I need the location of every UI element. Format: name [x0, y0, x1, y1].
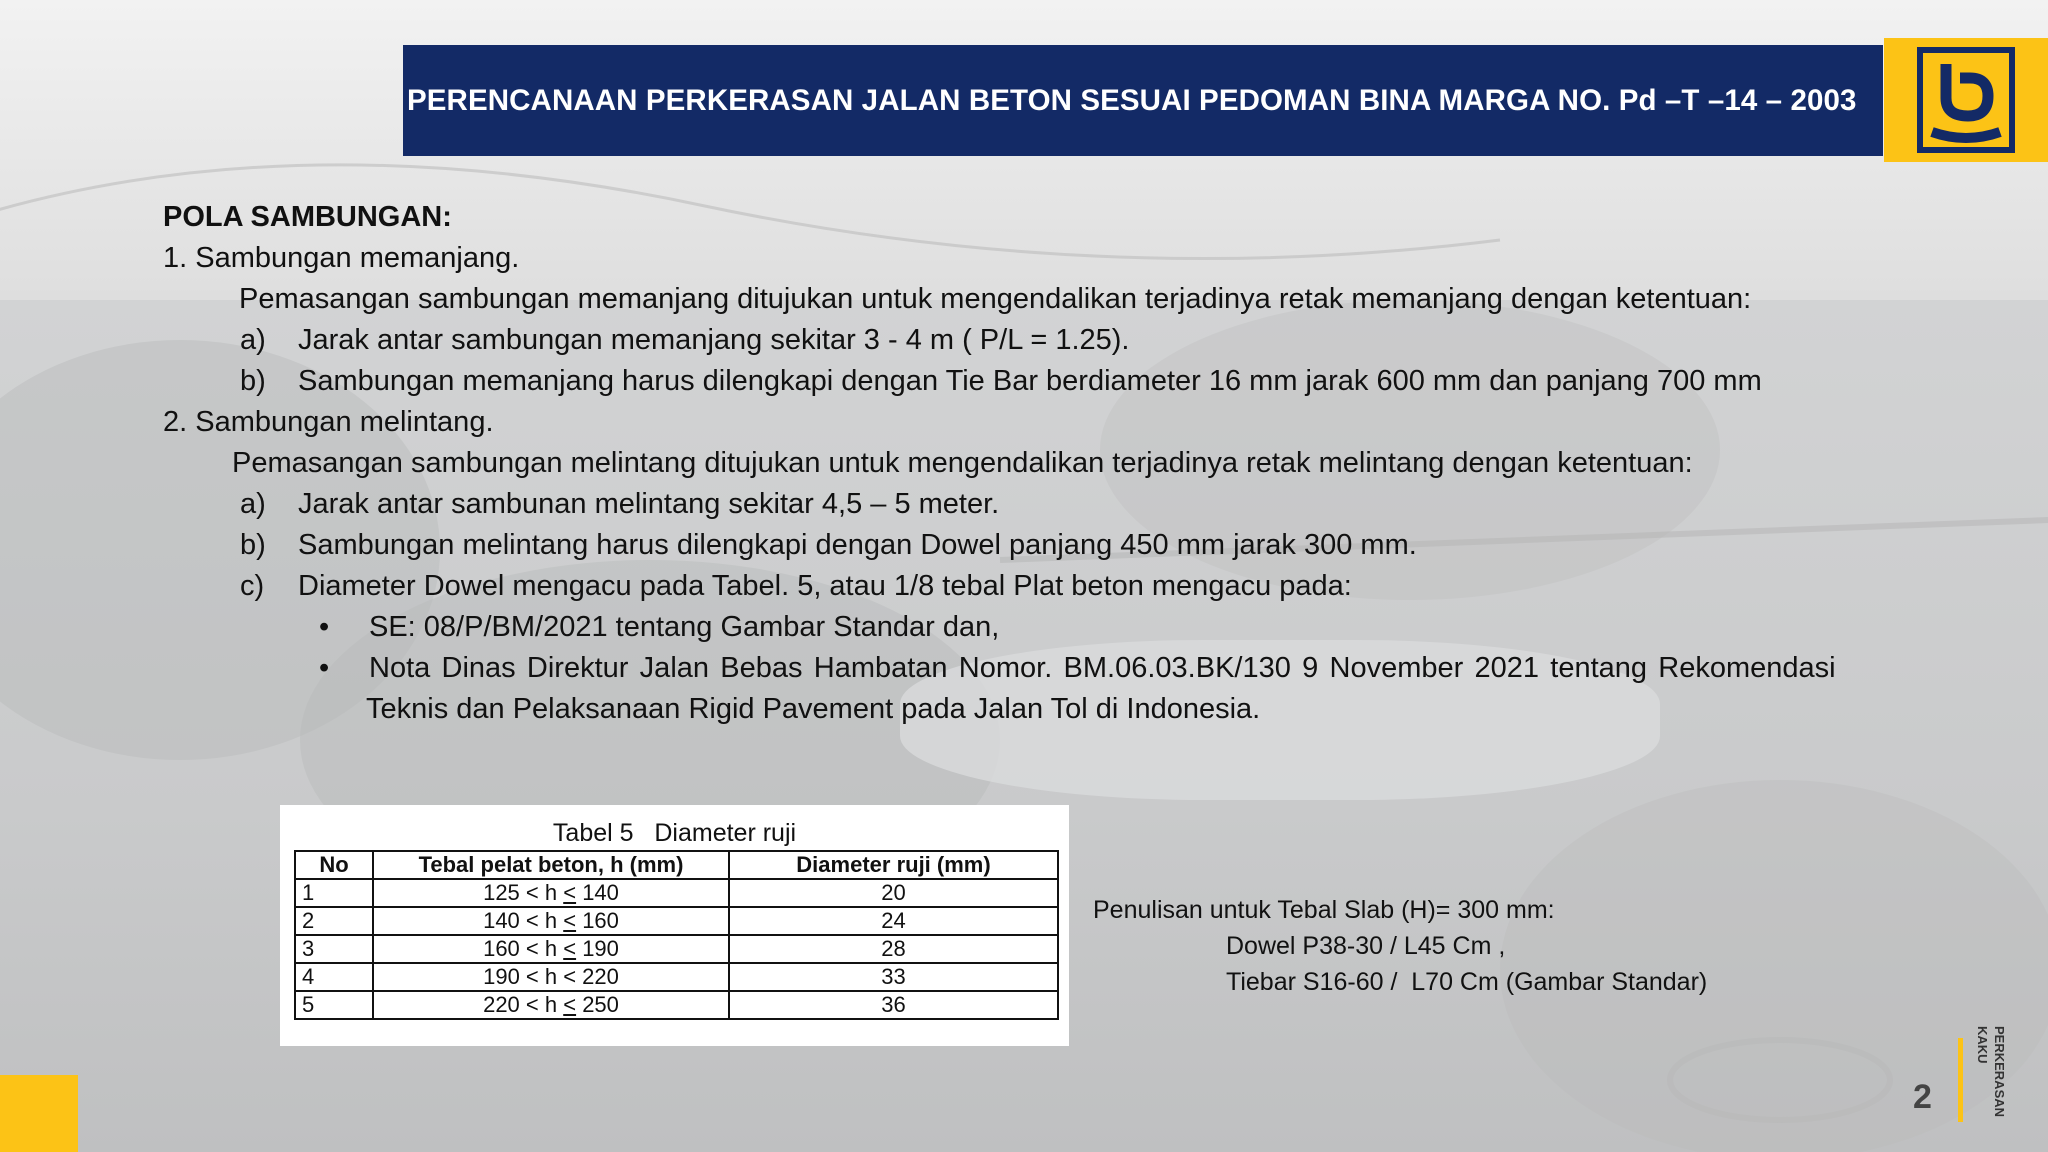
cell-no: 3	[295, 935, 373, 963]
dowel-diameter-table	[294, 850, 1059, 1020]
cell-no: 4	[295, 963, 373, 991]
list-item-text: Sambungan melintang harus dilengkapi dengan Dowel panjang 450 mm jarak 300 mm.	[298, 529, 1417, 561]
list-item-text: Jarak antar sambunan melintang sekitar 4,5 – 5 meter.	[298, 488, 1000, 520]
column-header-diameter: Diameter ruji (mm)	[729, 851, 1058, 879]
cell-no: 5	[295, 991, 373, 1019]
cell-thickness: 190 < h < 220	[373, 963, 729, 991]
footer-divider	[1958, 1038, 1963, 1122]
cell-thickness: 140 < h < 160	[373, 907, 729, 935]
table-row	[295, 963, 1058, 991]
cell-diameter: 36	[729, 991, 1058, 1019]
cell-thickness: 125 < h < 140	[373, 879, 729, 907]
page-number: 2	[1913, 1078, 1932, 1116]
list-item-label: a)	[240, 324, 266, 356]
list-item-label: b)	[240, 529, 266, 561]
cell-thickness: 220 < h < 250	[373, 991, 729, 1019]
bullet-icon: •	[319, 652, 330, 684]
table-title: Tabel 5 Diameter ruji	[552, 819, 797, 847]
table-header-row	[295, 851, 1058, 879]
cell-no: 1	[295, 879, 373, 907]
note-line-3: Tiebar S16-60 / L70 Cm (Gambar Standar)	[1226, 968, 1708, 996]
list-item	[163, 320, 1923, 361]
pupr-logo	[1884, 38, 2048, 162]
corner-accent	[0, 1075, 78, 1152]
list-item-label: c)	[240, 570, 265, 602]
list-item-text: Diameter Dowel mengacu pada Tabel. 5, atau 1/8 tebal Plat beton mengacu pada:	[298, 570, 1352, 602]
slide-title: PERENCANAAN PERKERASAN JALAN BETON SESUAI PEDOMAN BINA MARGA NO. Pd –T –14 – 2003	[407, 83, 1857, 117]
section-2-intro: Pemasangan sambungan melintang ditujukan untuk mengendalikan terjadinya retak melintang dengan ketentuan:	[232, 447, 1693, 479]
bullet-item	[163, 607, 1923, 648]
table-row	[295, 879, 1058, 907]
list-item-label: b)	[240, 365, 266, 397]
table-row	[295, 991, 1058, 1019]
section-1-title: 1. Sambungan memanjang.	[163, 242, 520, 274]
cell-diameter: 28	[729, 935, 1058, 963]
column-header-thickness: Tebal pelat beton, h (mm)	[373, 851, 729, 879]
bullet-text: Nota Dinas Direktur Jalan Bebas Hambatan Nomor. BM.06.03.BK/130 9 November 2021 tentang Rekomendasi	[369, 652, 1836, 684]
section-2-title: 2. Sambungan melintang.	[163, 406, 494, 438]
cell-no: 2	[295, 907, 373, 935]
bullet-icon: •	[319, 611, 330, 643]
cell-diameter: 20	[729, 879, 1058, 907]
list-item-text: Jarak antar sambungan memanjang sekitar 3 - 4 m ( P/L = 1.25).	[298, 324, 1130, 356]
list-item	[163, 361, 1923, 402]
list-item-label: a)	[240, 488, 266, 520]
table-row	[295, 935, 1058, 963]
side-label: PERKERASAN KAKU	[1975, 1026, 2007, 1118]
list-item	[163, 566, 1923, 607]
dowel-table-card	[280, 805, 1069, 1046]
slab-note	[1093, 892, 1707, 1000]
bullet-text-continued: Teknis dan Pelaksanaan Rigid Pavement pada Jalan Tol di Indonesia.	[366, 693, 1261, 725]
section-heading: POLA SAMBUNGAN:	[163, 201, 452, 233]
table-row	[295, 907, 1058, 935]
pupr-logo-icon	[1916, 46, 2016, 154]
section-1-intro: Pemasangan sambungan memanjang ditujukan untuk mengendalikan terjadinya retak memanjang dengan ketentuan:	[239, 283, 1752, 315]
bullet-text: SE: 08/P/BM/2021 tentang Gambar Standar dan,	[369, 611, 1000, 643]
cell-diameter: 24	[729, 907, 1058, 935]
cell-diameter: 33	[729, 963, 1058, 991]
bullet-item	[163, 648, 1923, 689]
list-item	[163, 525, 1923, 566]
list-item	[163, 484, 1923, 525]
note-line-2: Dowel P38-30 / L45 Cm ,	[1226, 932, 1506, 960]
column-header-no: No	[295, 851, 373, 879]
cell-thickness: 160 < h < 190	[373, 935, 729, 963]
note-line-1: Penulisan untuk Tebal Slab (H)= 300 mm:	[1093, 896, 1555, 924]
slide-title-bar	[403, 45, 1883, 156]
list-item-text: Sambungan memanjang harus dilengkapi dengan Tie Bar berdiameter 16 mm jarak 600 mm dan panjang 700 mm	[298, 365, 1762, 397]
slide-body	[163, 197, 1923, 730]
